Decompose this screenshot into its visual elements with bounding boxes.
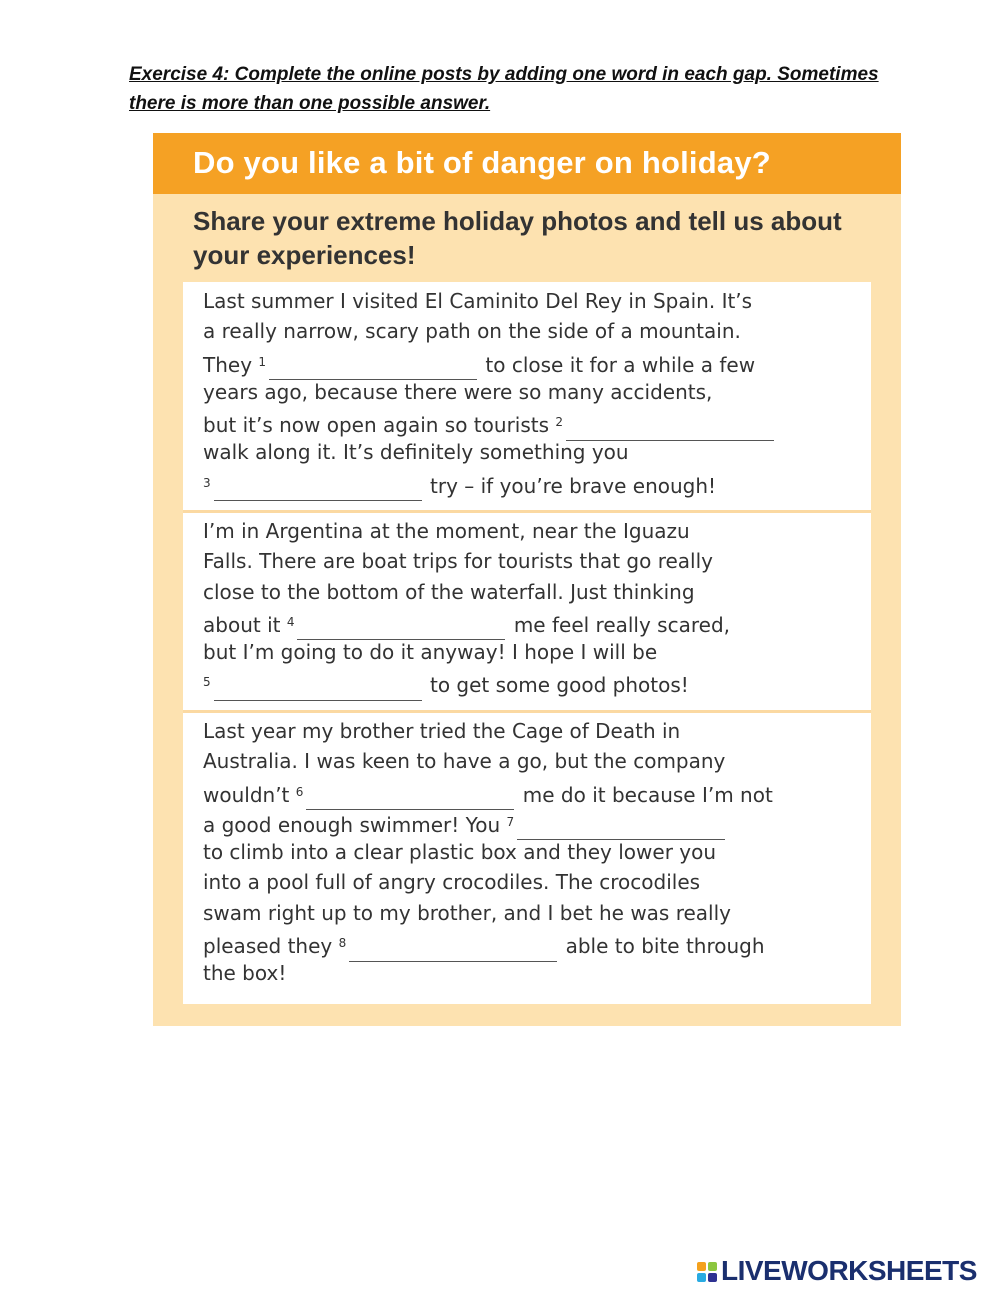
post-2 [203, 516, 863, 698]
gap-number: 3 [203, 475, 211, 490]
liveworksheets-logo-icon [697, 1262, 717, 1282]
card-subtitle: Share your extreme holiday photos and tell us about your experiences! [193, 206, 842, 270]
post-2-line: I’m in Argentina at the moment, near the Iguazu [203, 519, 690, 543]
text-run: able to bite through [559, 934, 765, 959]
post-3-line: Australia. I was keen to have a go, but the company [203, 749, 726, 774]
post-3-line [203, 777, 863, 807]
post-1-line: a really narrow, scary path on the side of a mountain. [203, 319, 741, 344]
logo-square [708, 1273, 717, 1282]
gap-number: 7 [506, 814, 515, 829]
text-run: but it’s now open again so tourists [203, 413, 556, 438]
instruction-line-2: there is more than one possible answer. [129, 93, 491, 114]
post-1 [203, 286, 863, 498]
post-2-line: Falls. There are boat trips for tourists that go really [203, 549, 713, 574]
logo-square [708, 1262, 717, 1271]
gap-number: 5 [203, 675, 211, 690]
text-run: about it [203, 612, 287, 637]
post-1-line: walk along it. It’s definitely something you [203, 440, 629, 465]
post-3 [203, 716, 863, 989]
post-3-line: to climb into a clear plastic box and they lower you [203, 840, 717, 865]
post-3-line: into a pool full of angry crocodiles. The crocodiles [203, 870, 701, 895]
post-3-line: the box! [203, 961, 287, 986]
text-run: They [203, 352, 259, 377]
gap-3-input[interactable] [214, 480, 422, 501]
card-title: Do you like a bit of danger on holiday? [193, 145, 771, 180]
post-1-line [203, 347, 863, 377]
posts-panel [183, 282, 871, 1004]
post-1-line: Last summer I visited El Caminito Del Rey in Spain. It’s [203, 289, 753, 313]
gap-5-input[interactable] [214, 680, 422, 701]
logo-square [697, 1262, 706, 1271]
instruction-line-1: Exercise 4: Complete the online posts by adding one word in each gap. Sometimes [129, 64, 879, 85]
gap-number: 6 [295, 784, 304, 799]
text-run: pleased they [203, 934, 339, 959]
post-2-line: but I’m going to do it anyway! I hope I will be [203, 640, 658, 665]
text-run: a good enough swimmer! You [203, 812, 507, 837]
post-1-line [203, 407, 863, 437]
post-3-line [203, 807, 863, 837]
post-divider [183, 510, 871, 513]
gap-number: 4 [286, 614, 295, 629]
text-run: me feel really scared, [507, 612, 730, 637]
text-run: to close it for a while a few [479, 352, 756, 377]
worksheet-card [153, 133, 901, 1026]
post-divider [183, 710, 871, 713]
post-3-line: Last year my brother tried the Cage of Death in [203, 719, 681, 743]
text-run: me do it because I’m not [516, 782, 773, 807]
post-2-line [203, 667, 863, 697]
post-3-line [203, 928, 863, 958]
gap-8-input[interactable] [349, 941, 557, 962]
text-run: try – if you’re brave enough! [423, 473, 717, 498]
liveworksheets-logo [697, 1256, 977, 1286]
gap-number: 2 [555, 415, 564, 430]
gap-number: 8 [338, 936, 347, 951]
text-run: wouldn’t [203, 782, 296, 807]
post-1-line [203, 468, 863, 498]
title-banner [153, 133, 901, 194]
post-3-line: swam right up to my brother, and I bet he was really [203, 900, 731, 925]
logo-text: LIVEWORKSHEETS [721, 1255, 977, 1286]
post-2-line: close to the bottom of the waterfall. Just thinking [203, 579, 695, 604]
post-1-line: years ago, because there were so many accidents, [203, 379, 713, 404]
exercise-instruction [129, 60, 929, 118]
post-2-line [203, 607, 863, 637]
text-run: to get some good photos! [423, 673, 689, 698]
logo-square [697, 1273, 706, 1282]
gap-number: 1 [258, 354, 267, 369]
